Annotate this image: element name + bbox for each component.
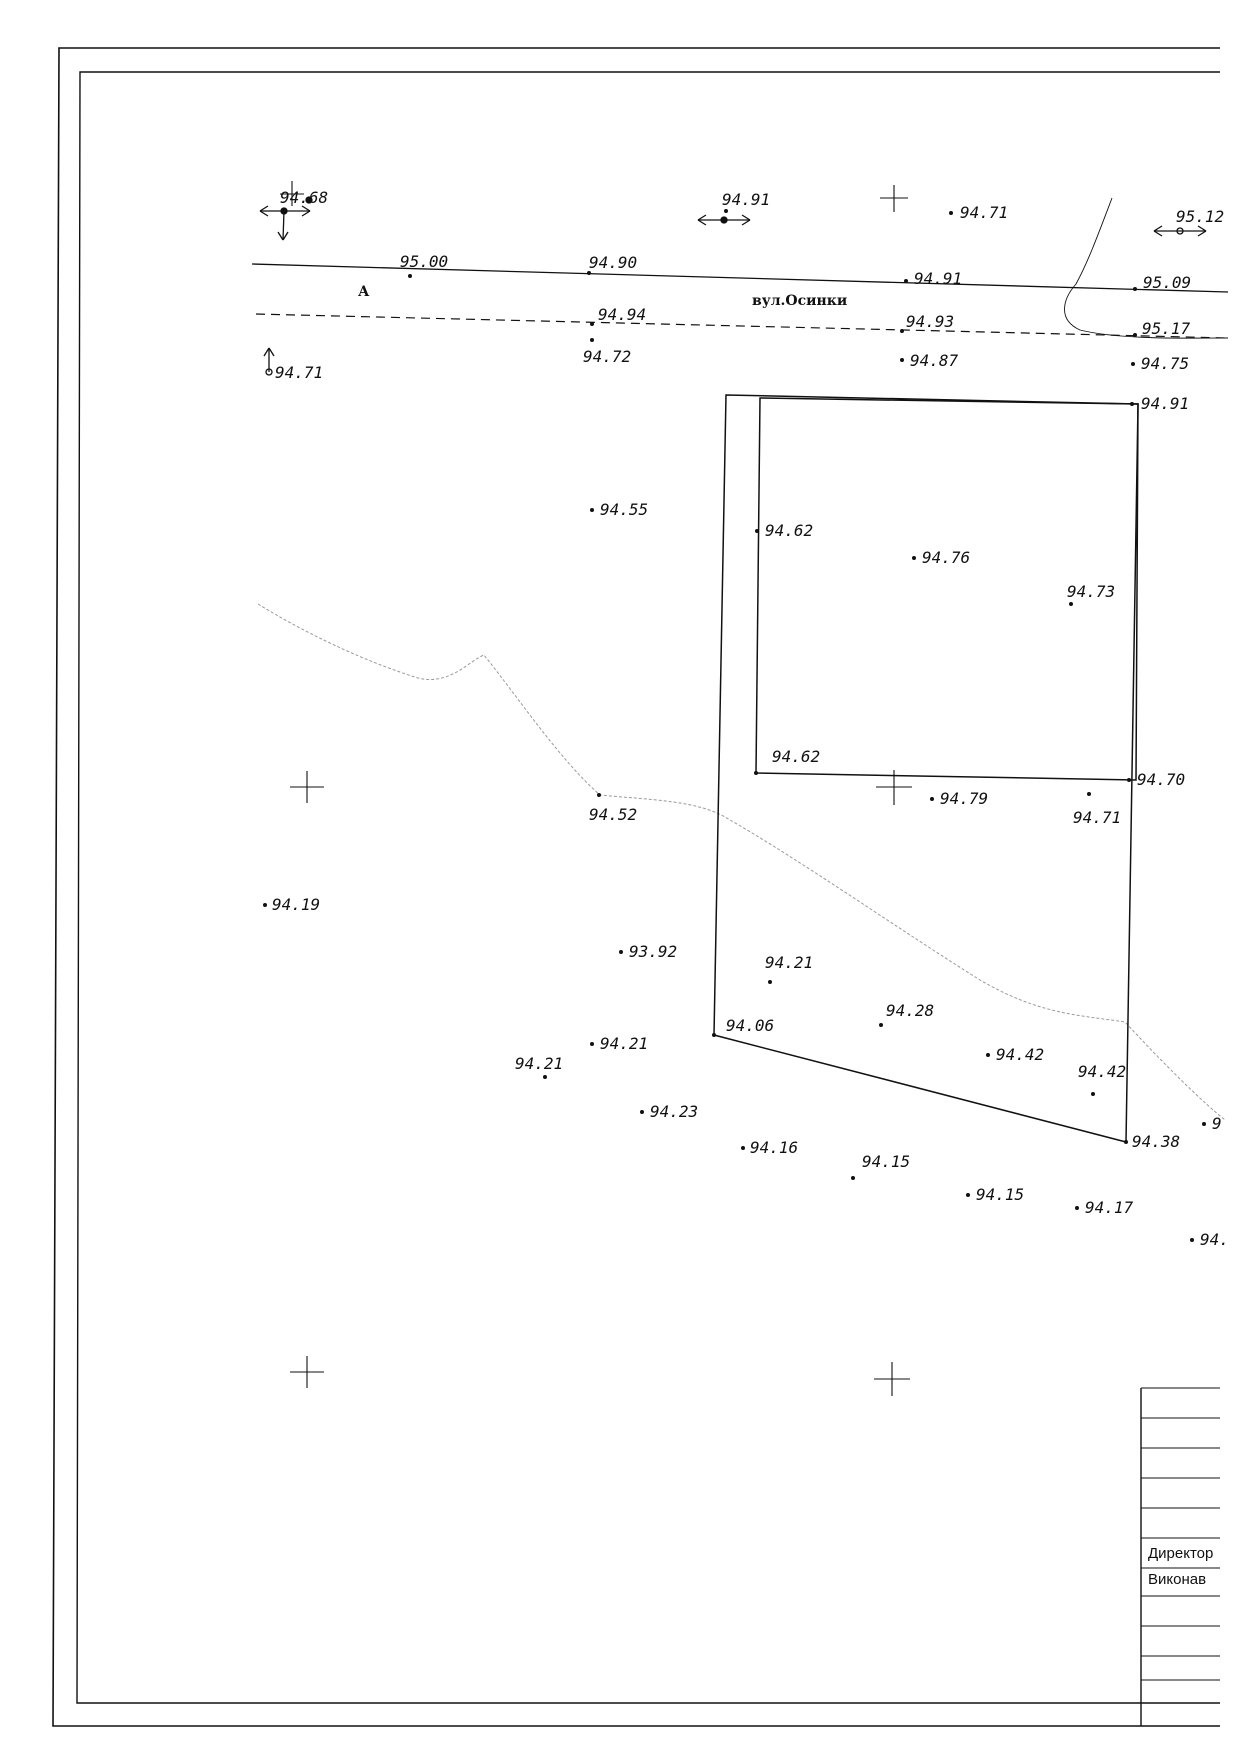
elevation-label: 94.91 bbox=[914, 269, 963, 288]
spot-dot bbox=[1069, 602, 1073, 606]
elevation-label: 9 bbox=[1212, 1114, 1222, 1133]
street-edge-north bbox=[252, 264, 1228, 292]
spot-elevations bbox=[272, 188, 1229, 1249]
spot-dot bbox=[755, 529, 759, 533]
spot-dot bbox=[1087, 792, 1091, 796]
spot-dot bbox=[1133, 333, 1137, 337]
elevation-label: 94.91 bbox=[722, 190, 771, 209]
grid-cross bbox=[290, 1356, 324, 1388]
street-edge-south bbox=[256, 314, 1228, 338]
grid-cross bbox=[874, 1362, 910, 1396]
spot-dot bbox=[966, 1193, 970, 1197]
spot-dot bbox=[879, 1023, 883, 1027]
elevation-label: 94.72 bbox=[583, 347, 632, 366]
spot-dot bbox=[640, 1110, 644, 1114]
elevation-label: 94.06 bbox=[726, 1016, 775, 1035]
elevation-label: 94.62 bbox=[772, 747, 821, 766]
spot-dot bbox=[597, 793, 601, 797]
elevation-label: 94.42 bbox=[1078, 1062, 1127, 1081]
survey-node-icon bbox=[281, 208, 287, 214]
elevation-label: 94.23 bbox=[650, 1102, 699, 1121]
spot-dot bbox=[851, 1176, 855, 1180]
street-name: вул.Осинки bbox=[752, 293, 848, 309]
elevation-label: 94.62 bbox=[765, 521, 814, 540]
spot-dot bbox=[1202, 1122, 1206, 1126]
elevation-label: 94.55 bbox=[600, 500, 649, 519]
elevation-label: 94.19 bbox=[272, 895, 321, 914]
elevation-label: 94.94 bbox=[598, 305, 647, 324]
elevation-label: 94.71 bbox=[960, 203, 1009, 222]
spot-dot bbox=[904, 279, 908, 283]
spot-dot bbox=[619, 950, 623, 954]
spot-dots bbox=[263, 209, 1206, 1242]
arrow-down-icon bbox=[283, 211, 284, 240]
grid-cross bbox=[290, 771, 324, 803]
spot-dot bbox=[930, 797, 934, 801]
spot-dot bbox=[543, 1075, 547, 1079]
spot-dot bbox=[724, 209, 728, 213]
elevation-label: 94. bbox=[1200, 1230, 1229, 1249]
elevation-label: 94.70 bbox=[1137, 770, 1186, 789]
spot-dot bbox=[754, 771, 758, 775]
spot-dot bbox=[590, 338, 594, 342]
elevation-label: 94.16 bbox=[750, 1138, 799, 1157]
elevation-label: 94.38 bbox=[1132, 1132, 1181, 1151]
spot-dot bbox=[949, 211, 953, 215]
spot-dot bbox=[1131, 362, 1135, 366]
elevation-label: 94.15 bbox=[862, 1152, 911, 1171]
arrow-symbols bbox=[260, 197, 1206, 375]
spot-dot bbox=[590, 1042, 594, 1046]
spot-dot bbox=[741, 1146, 745, 1150]
elevation-label: 94.71 bbox=[1073, 808, 1122, 827]
elevation-label: 94.79 bbox=[940, 789, 989, 808]
elevation-label: 95.09 bbox=[1143, 273, 1192, 292]
elevation-label: 94.21 bbox=[600, 1034, 649, 1053]
spot-dot bbox=[590, 508, 594, 512]
sheet-frame bbox=[53, 48, 1220, 1726]
spot-dot bbox=[1091, 1092, 1095, 1096]
elevation-label: 95.12 bbox=[1176, 207, 1225, 226]
spot-dot bbox=[900, 358, 904, 362]
spot-dot bbox=[1124, 1140, 1128, 1144]
elevation-label: 94.76 bbox=[922, 548, 971, 567]
elevation-label: 94.75 bbox=[1141, 354, 1190, 373]
elevation-label: 94.91 bbox=[1141, 394, 1190, 413]
spot-dot bbox=[768, 980, 772, 984]
elevation-label: 94.21 bbox=[765, 953, 814, 972]
elevation-label: 95.00 bbox=[400, 252, 449, 271]
spot-dot bbox=[1133, 287, 1137, 291]
director-label: Директор bbox=[1148, 1545, 1214, 1562]
spot-dot bbox=[1190, 1238, 1194, 1242]
elevation-label: 94.17 bbox=[1085, 1198, 1134, 1217]
survey-node-icon bbox=[721, 217, 727, 223]
elevation-label: 94.15 bbox=[976, 1185, 1025, 1204]
spot-dot bbox=[912, 556, 916, 560]
elevation-label: 94.93 bbox=[906, 312, 955, 331]
spot-dot bbox=[1127, 778, 1131, 782]
elevation-label: 94.71 bbox=[275, 363, 324, 382]
elevation-label: 94.52 bbox=[589, 805, 638, 824]
elevation-label: 94.73 bbox=[1067, 582, 1116, 601]
elevation-label: 94.28 bbox=[886, 1001, 935, 1020]
spot-dot bbox=[986, 1053, 990, 1057]
elevation-label: 95.17 bbox=[1142, 319, 1191, 338]
spot-dot bbox=[712, 1033, 716, 1037]
elevation-label: 93.92 bbox=[629, 942, 678, 961]
spot-dot bbox=[1075, 1206, 1079, 1210]
spot-dot bbox=[590, 322, 594, 326]
elevation-label: 94.90 bbox=[589, 253, 638, 272]
spot-dot bbox=[263, 903, 267, 907]
spot-dot bbox=[1130, 402, 1134, 406]
elevation-label: 94.87 bbox=[910, 351, 959, 370]
land-parcel bbox=[714, 395, 1138, 1142]
title-block bbox=[1141, 1388, 1220, 1726]
elevation-label: 94.68 bbox=[280, 188, 329, 207]
spot-dot bbox=[408, 274, 412, 278]
point-label-a: А bbox=[358, 284, 370, 300]
spot-dot bbox=[900, 329, 904, 333]
elevation-label: 94.21 bbox=[515, 1054, 564, 1073]
elevation-label: 94.42 bbox=[996, 1045, 1045, 1064]
grid-cross bbox=[880, 185, 908, 212]
executor-label: Виконав bbox=[1148, 1571, 1207, 1588]
